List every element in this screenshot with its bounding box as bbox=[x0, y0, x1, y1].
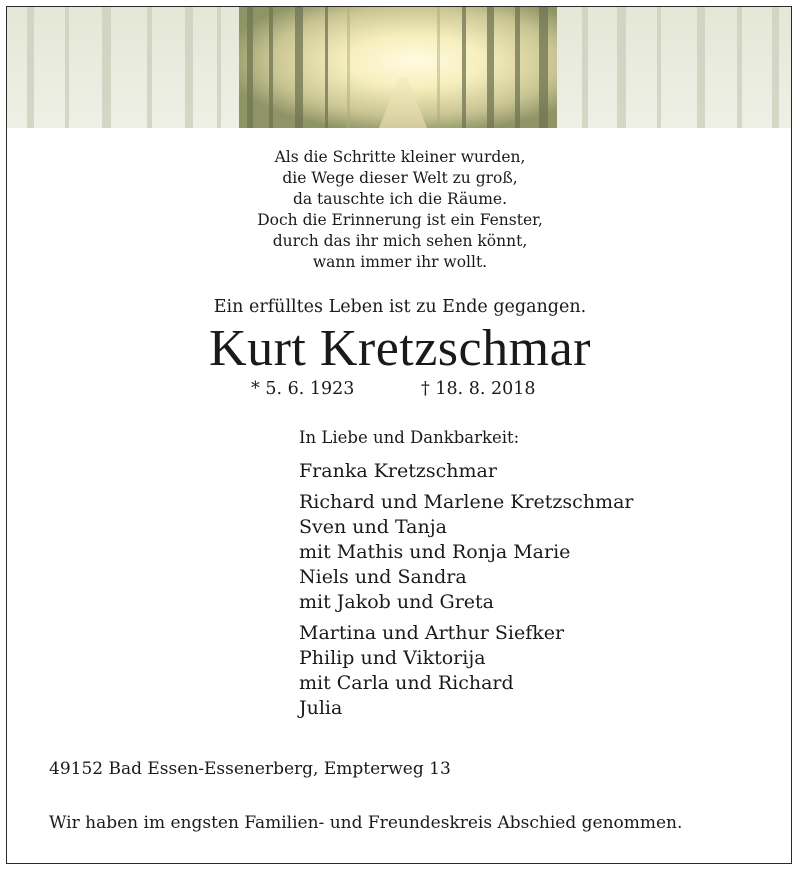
poem-line: die Wege dieser Welt zu groß, bbox=[282, 169, 518, 187]
mourner-name: mit Carla und Richard bbox=[299, 672, 514, 694]
mourner-name: Philip und Viktorija bbox=[299, 647, 486, 669]
mourner-name: Franka Kretzschmar bbox=[299, 460, 497, 482]
birth-date: * 5. 6. 1923 bbox=[251, 379, 355, 399]
mourner-name: Martina und Arthur Siefker bbox=[299, 622, 565, 644]
poem bbox=[7, 147, 792, 273]
mourner-name: Niels und Sandra bbox=[299, 566, 467, 588]
poem-line: durch das ihr mich sehen könnt, bbox=[272, 232, 528, 250]
dedication-text: In Liebe und Dankbarkeit: bbox=[299, 428, 520, 447]
forest-path-image bbox=[7, 7, 792, 128]
mourner-name: mit Mathis und Ronja Marie bbox=[299, 541, 571, 563]
poem-line: Doch die Erinnerung ist ein Fenster, bbox=[257, 211, 543, 229]
mourner-name: Julia bbox=[299, 697, 343, 719]
mourner-name: Sven und Tanja bbox=[299, 516, 447, 538]
mourner-group bbox=[299, 621, 633, 721]
mourner-name: mit Jakob und Greta bbox=[299, 591, 495, 613]
mourners-list bbox=[299, 459, 633, 727]
intro-text: Ein erfülltes Leben ist zu Ende gegangen. bbox=[213, 297, 587, 317]
mourner-group bbox=[299, 459, 633, 484]
poem-line: da tauschte ich die Räume. bbox=[292, 190, 508, 208]
deceased-name: Kurt Kretzschmar bbox=[209, 320, 591, 377]
obituary-frame bbox=[6, 6, 792, 864]
address: 49152 Bad Essen-Essenerberg, Empterweg 13 bbox=[49, 759, 451, 779]
poem-line: wann immer ihr wollt. bbox=[312, 253, 488, 271]
death-date: † 18. 8. 2018 bbox=[421, 379, 536, 399]
poem-line: Als die Schritte kleiner wurden, bbox=[274, 148, 526, 166]
mourner-group bbox=[299, 490, 633, 615]
farewell-text: Wir haben im engsten Familien- und Freundeskreis Abschied genommen. bbox=[49, 813, 683, 833]
mourner-name: Richard und Marlene Kretzschmar bbox=[299, 491, 634, 513]
